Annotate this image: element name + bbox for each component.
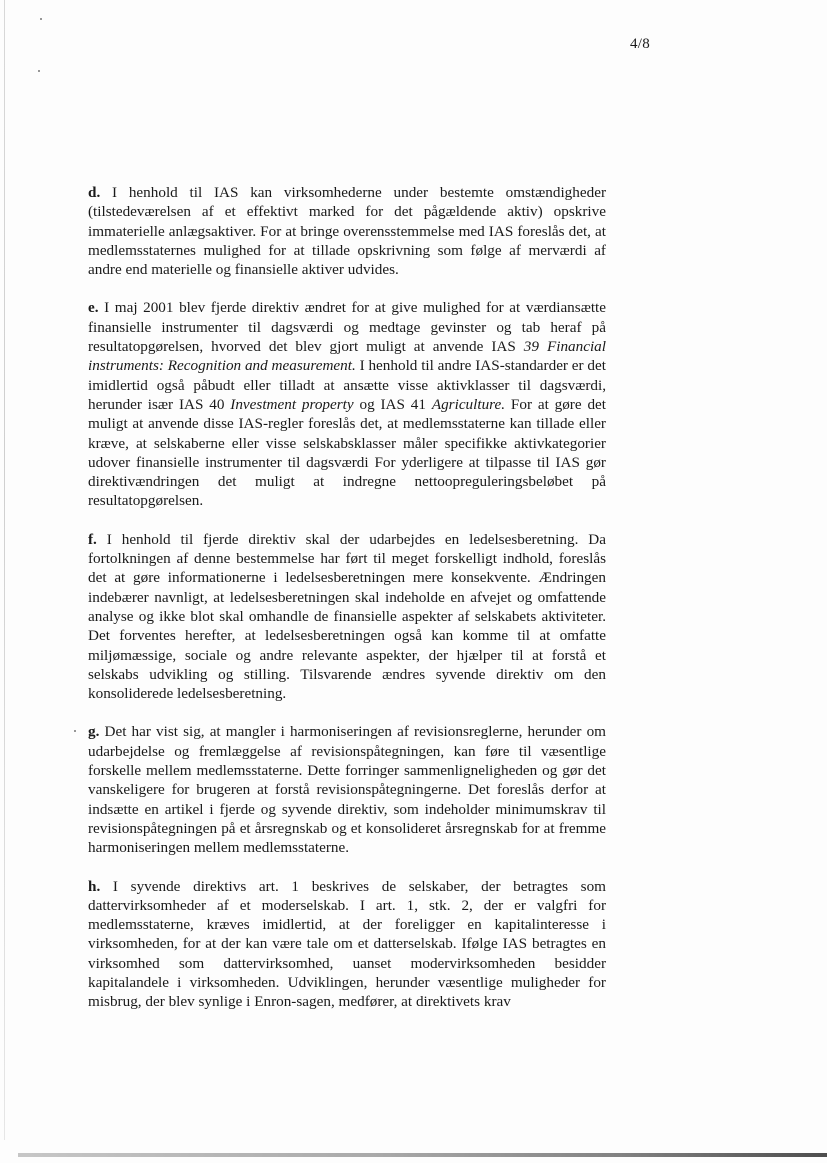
standard-title-ias39: 39 Financial instruments: Recognition and measurement. [88, 338, 606, 375]
paragraph-text: I henhold til IAS kan virksomhederne under bestemte omstændigheder (tilstedeværelsen af et effektivt marked for det pågældende aktiv) opskrive immaterielle anlægsaktiver. For at bringe overensstemmelse med IAS foreslås det, at medlemsstaternes mulighed for at tillade opskrivning som følge af merværdi af andre end materielle og finansielle aktiver udvides. [88, 184, 606, 279]
paragraph-d [88, 183, 606, 279]
paragraph-e [88, 298, 606, 510]
paragraph-text: I maj 2001 blev fjerde direktiv ændret for at give mulighed for at værdiansætte finansielle instrumenter til dagsværdi og medtage gevinster og tab heraf på resultatopgørelsen, hvorved det blev gjort muligt at anvende IAS [88, 299, 606, 356]
paragraph-letter: e. [88, 299, 99, 317]
paragraph-letter: f. [88, 530, 97, 548]
paragraph-h [88, 877, 606, 1012]
paragraph-letter: h. [88, 877, 101, 895]
paragraph-text: For at gøre det muligt at anvende disse IAS-regler foreslås det, at medlemsstaterne kan tillade eller kræve, at selskaberne eller visse selskabsklasser måler specifikke aktivkategorier udover finansielle instrumenter til dagsværdi For yderligere at tilpasse til IAS gør direktivændringen det muligt at indregne nettoopreguleringsbeløbet på resultatopgørelsen. [88, 395, 606, 510]
paragraph-text: og IAS 41 [353, 395, 432, 413]
paragraph-letter: d. [88, 184, 101, 201]
paragraph-letter: g. [88, 723, 100, 741]
scan-edge-shadow [4, 0, 5, 1140]
paragraph-f [88, 530, 606, 704]
scan-speck [74, 730, 76, 732]
document-body [88, 183, 606, 1031]
paragraph-g [88, 722, 606, 857]
paragraph-text: I henhold til fjerde direktiv skal der udarbejdes en ledelsesberetning. Da fortolkningen af denne bestemmelse har ført til meget forskelligt indhold, foreslås det at gøre informationerne i ledelsesberetningen mere konsekvente. Ændringen indebærer navnligt, at ledelsesberetningen skal indeholde en afvejet og omfattende analyse og ikke blot skal omhandle de finansielle aspekter af selskabets aktiviteter. Det forventes herefter, at ledelsesberetningen også kan komme til at omfatte miljømæssige, sociale og andre relevante aspekter, der hjælper til at forstå et selskabs udvikling og stilling. Tilsvarende ændres syvende direktiv om den konsoliderede ledelsesberetning. [88, 530, 606, 703]
paragraph-text: I henhold til andre IAS-standarder er det imidlertid også påbudt eller tilladt at ansætte visse aktivklasser til dagsværdi, herunder især IAS 40 [88, 357, 606, 413]
page-number: 4/8 [630, 36, 651, 52]
scan-speck [38, 70, 40, 72]
standard-title-ias41: Agriculture. [431, 395, 506, 413]
paragraph-text: Det har vist sig, at mangler i harmoniseringen af revisionsreglerne, herunder om udarbejdelse og fremlæggelse af revisionspåtegningen, kan føre til væsentlige forskelle mellem medlemsstaterne. Dette forringer sammenligneligheden og gør det vanskeligere for brugeren at forstå revisionspåtegningerne. Det foreslås derfor at indsætte en artikel i fjerde og syvende direktiv, som indeholder minimumskrav til revisionspåtegningen på et årsregnskab og et konsolideret årsregnskab for at fremme harmoniseringen mellem medlemsstaterne. [88, 723, 606, 857]
paragraph-text: I syvende direktivs art. 1 beskrives de selskaber, der betragtes som dattervirksomheder af et moderselskab. I art. 1, stk. 2, der er valgfri for medlemsstaterne, kræves imidlertid, at der foreligger en kapitalinteresse i virksomheden, for at der kan være tale om et datterselskab. Ifølge IAS betragtes en virksomhed som dattervirksomhed, uanset modervirksomheden besidder kapitalandele i virksomheden. Udviklingen, herunder væsentlige muligheder for misbrug, der blev synlige i Enron-sagen, medfører, at direktivets krav [88, 877, 606, 1011]
standard-title-ias40: Investment property [230, 395, 354, 413]
scan-bottom-edge [18, 1153, 827, 1157]
scan-speck [40, 18, 42, 20]
